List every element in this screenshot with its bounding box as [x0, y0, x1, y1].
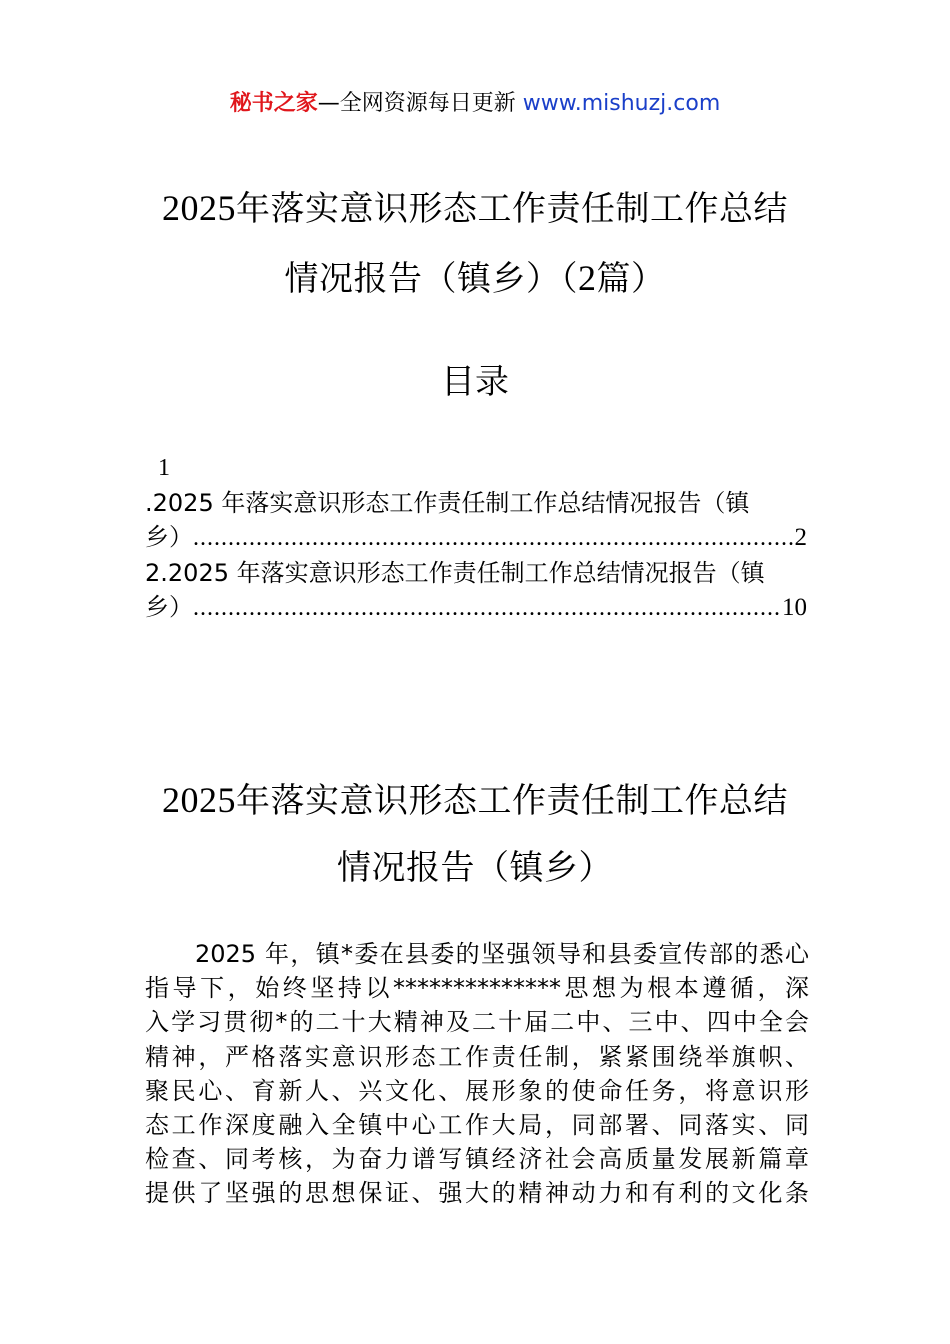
toc-entry-1-page: 2	[794, 524, 807, 551]
section-title-line-1	[0, 778, 950, 823]
toc-entry-2-line-2[interactable]	[145, 590, 807, 624]
title-count: 2	[578, 258, 597, 298]
toc-entry-2-page: 10	[782, 594, 807, 621]
title-end: 篇）	[596, 259, 666, 299]
document-title-line-2	[0, 256, 950, 301]
body-line: 提供了坚强的思想保证、强大的精神动力和有利的文化条	[145, 1179, 809, 1208]
body-line: 入学习贯彻*的二十大精神及二十届二中、三中、四中全会	[145, 1008, 809, 1037]
body-line: 态工作深度融入全镇中心工作大局，同部署、同落实、同	[145, 1110, 809, 1139]
body-line: 精神，严格落实意识形态工作责任制，紧紧围绕举旗帜、	[145, 1042, 809, 1071]
toc-stray-number: 1	[158, 455, 170, 481]
body-line: 检查、同考核，为奋力谱写镇经济社会高质量发展新篇章	[145, 1145, 809, 1174]
body-paragraph	[145, 937, 809, 1211]
toc-heading: 目录	[441, 362, 509, 402]
toc-entry-1-title-cont: 乡）	[145, 523, 193, 551]
site-url-link[interactable]: www.mishuzj.com	[522, 91, 721, 116]
section-title-line-2	[0, 846, 950, 890]
toc-entry-1-title: .2025 年落实意识形态工作责任制工作总结情况报告（镇	[145, 489, 750, 517]
document-title-line-1	[0, 186, 950, 231]
toc-leader-dots	[193, 591, 782, 624]
toc-entry-2-line-1[interactable]	[145, 556, 807, 590]
section-title-text: 年落实意识形态工作责任制工作总结	[236, 781, 788, 821]
toc-entry-2-title-cont: 乡）	[145, 593, 193, 621]
body-line: 指导下，始终坚持以**************思想为根本遵循，深	[145, 974, 809, 1003]
site-header	[0, 88, 950, 120]
toc-entry-2-title: 2.2025 年落实意识形态工作责任制工作总结情况报告（镇	[145, 559, 765, 587]
title-year: 2025	[162, 188, 236, 228]
toc-entry-1-line-1[interactable]	[145, 486, 807, 520]
body-line: 聚民心、育新人、兴文化、展形象的使命任务，将意识形	[145, 1076, 809, 1105]
section-title-year: 2025	[162, 780, 236, 820]
title-text: 年落实意识形态工作责任制工作总结	[236, 189, 788, 229]
title-text-2: 情况报告（镇乡）（	[284, 259, 578, 299]
body-line: 2025 年，镇*委在县委的坚强领导和县委宣传部的悉心	[195, 940, 809, 968]
section-title-text-2: 情况报告（镇乡）	[337, 848, 613, 888]
toc-leader-dots	[193, 521, 795, 554]
brand-name: 秘书之家	[229, 91, 318, 116]
header-tagline: —全网资源每日更新	[317, 91, 523, 116]
toc-entry-1-line-2[interactable]	[145, 520, 807, 554]
